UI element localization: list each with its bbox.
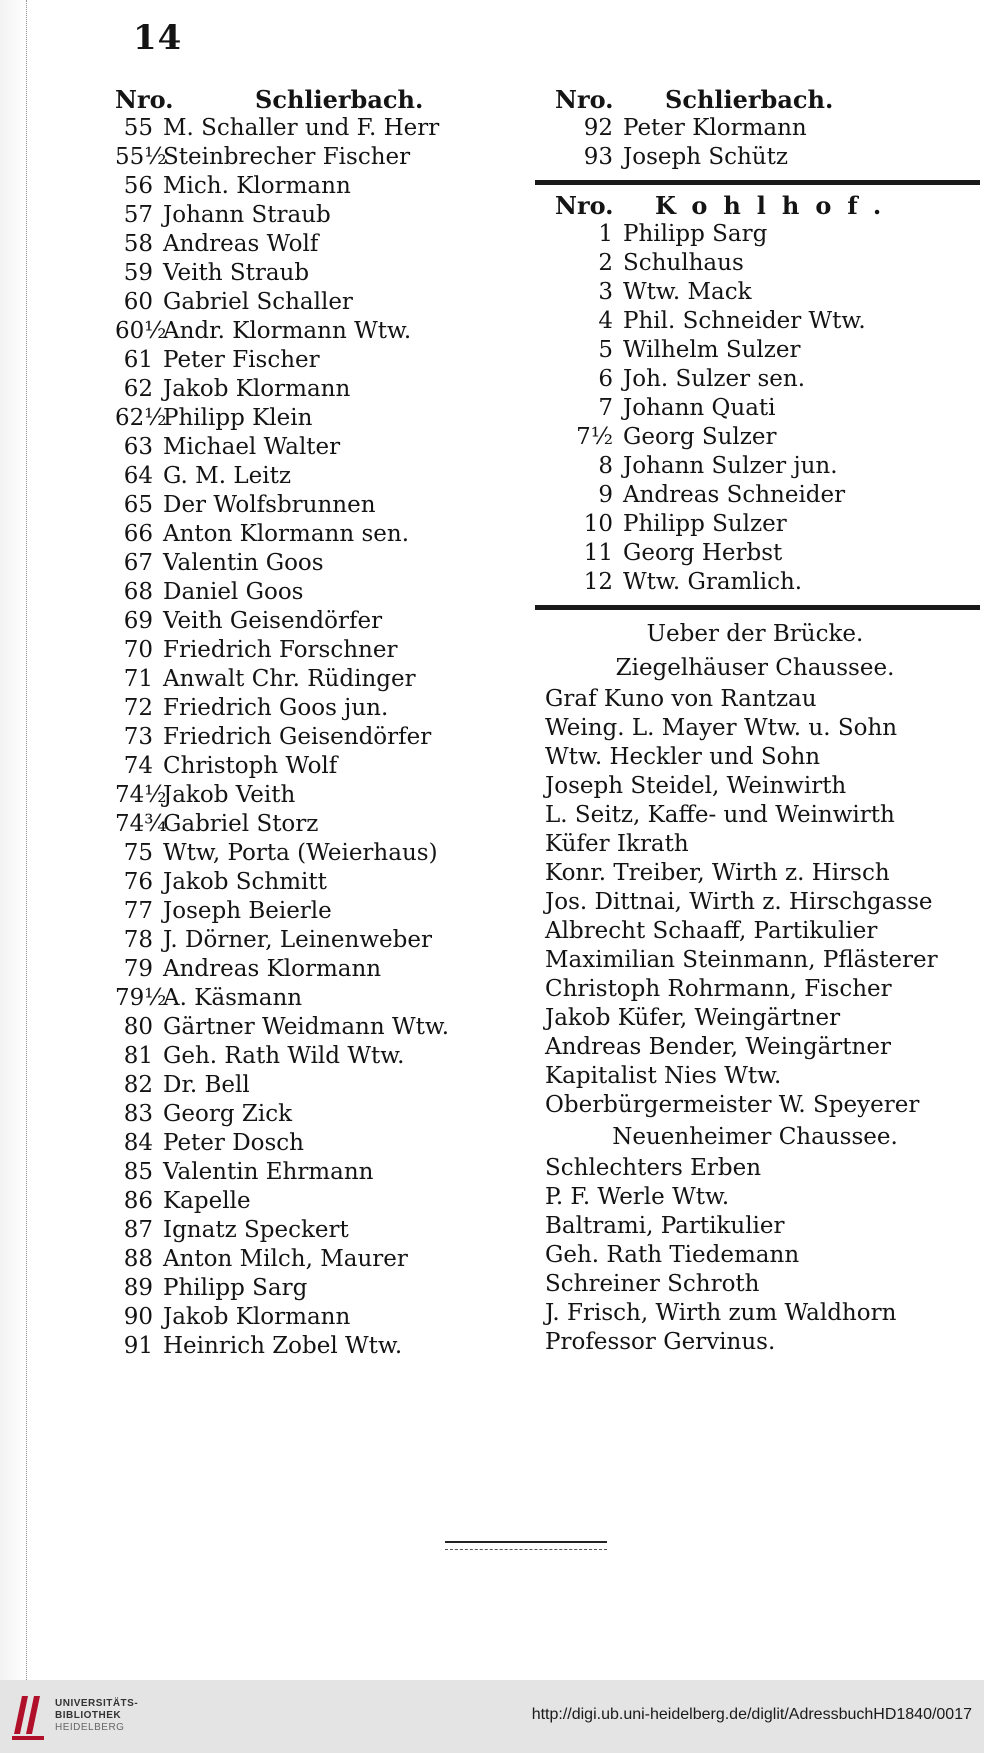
address-entry: Graf Kuno von Rantzau: [545, 686, 817, 712]
house-number: 75: [123, 840, 153, 866]
address-entry: Weing. L. Mayer Wtw. u. Sohn: [545, 715, 898, 741]
right-column: [545, 85, 975, 1357]
resident-name: Friedrich Goos jun.: [163, 695, 389, 721]
address-entry: [115, 752, 555, 781]
nro-label: Nro.: [115, 85, 174, 114]
house-number: 73: [123, 724, 153, 750]
house-number: 70: [123, 637, 153, 663]
address-entry: P. F. Werle Wtw.: [545, 1184, 730, 1210]
address-entry: [115, 433, 555, 462]
resident-name: Andreas Schneider: [623, 482, 846, 508]
house-number: 62: [123, 376, 153, 402]
address-entry: [115, 1013, 555, 1042]
resident-name: Anwalt Chr. Rüdinger: [163, 666, 416, 692]
house-number: 5: [598, 337, 613, 363]
resident-name: Joseph Beierle: [163, 898, 332, 924]
address-entry: Joseph Steidel, Weinwirth: [545, 773, 847, 799]
resident-name: Philipp Sarg: [623, 221, 768, 247]
address-entry: [115, 1303, 555, 1332]
address-entry: [115, 607, 555, 636]
house-number: 92: [583, 115, 613, 141]
house-number: 86: [123, 1188, 153, 1214]
resident-name: Valentin Goos: [163, 550, 324, 576]
ziegelhaeuser-entry-list: [545, 685, 975, 1120]
resident-name: Jakob Klormann: [163, 376, 351, 402]
resident-name: Georg Herbst: [623, 540, 783, 566]
house-number: 81: [123, 1043, 153, 1069]
address-entry: Professor Gervinus.: [545, 1329, 776, 1355]
house-number: 7½: [576, 424, 613, 450]
resident-name: Johann Sulzer jun.: [623, 453, 838, 479]
resident-name: Jakob Veith: [163, 782, 296, 808]
address-entry: [555, 365, 975, 394]
address-entry: [555, 336, 975, 365]
address-entry: [115, 491, 555, 520]
address-entry: Christoph Rohrmann, Fischer: [545, 976, 892, 1002]
resident-name: Georg Zick: [163, 1101, 293, 1127]
address-entry: Jos. Dittnai, Wirth z. Hirschgasse: [545, 889, 933, 915]
house-number: 71: [123, 666, 153, 692]
address-entry: [115, 839, 555, 868]
resident-name: A. Käsmann: [163, 985, 303, 1011]
address-entry: [115, 549, 555, 578]
resident-name: G. M. Leitz: [163, 463, 291, 489]
address-entry: [115, 897, 555, 926]
house-number: 58: [123, 231, 153, 257]
house-number: 77: [123, 898, 153, 924]
address-entry: [115, 781, 555, 810]
nro-label: Nro.: [555, 191, 614, 220]
address-entry: [115, 955, 555, 984]
address-entry: [115, 1216, 555, 1245]
address-entry: Oberbürgermeister W. Speyerer: [545, 1092, 920, 1118]
house-number: 74: [123, 753, 153, 779]
resident-name: Valentin Ehrmann: [163, 1159, 374, 1185]
kohlhof-entry-list: [555, 220, 975, 597]
house-number: 72: [123, 695, 153, 721]
address-entry: [555, 114, 975, 143]
house-number: 7: [598, 395, 613, 421]
address-entry: [115, 520, 555, 549]
resident-name: Wtw. Mack: [623, 279, 752, 305]
resident-name: Peter Klormann: [623, 115, 807, 141]
schlierbach-right-entry-list: [555, 114, 975, 172]
address-entry: [555, 394, 975, 423]
resident-name: Wtw. Gramlich.: [623, 569, 803, 595]
address-entry: Baltrami, Partikulier: [545, 1213, 785, 1239]
address-entry: Konr. Treiber, Wirth z. Hirsch: [545, 860, 890, 886]
address-entry: [115, 404, 555, 433]
house-number: 56: [123, 173, 153, 199]
section-header-schlierbach-left: [115, 86, 555, 114]
resident-name: Anton Milch, Maurer: [163, 1246, 408, 1272]
house-number: 91: [123, 1333, 153, 1359]
address-entry: [555, 568, 975, 597]
address-entry: Andreas Bender, Weingärtner: [545, 1034, 891, 1060]
address-entry: Geh. Rath Tiedemann: [545, 1242, 800, 1268]
address-entry: Wtw. Heckler und Sohn: [545, 744, 821, 770]
address-entry: [555, 278, 975, 307]
house-number: 2: [598, 250, 613, 276]
house-number: 83: [123, 1101, 153, 1127]
section-header-schlierbach-right: [555, 86, 975, 114]
address-entry: [115, 926, 555, 955]
address-entry: [115, 665, 555, 694]
address-entry: [115, 694, 555, 723]
address-entry: [115, 636, 555, 665]
house-number: 55½: [115, 144, 167, 170]
resident-name: M. Schaller und F. Herr: [163, 115, 440, 141]
house-number: 89: [123, 1275, 153, 1301]
address-entry: [115, 114, 555, 143]
resident-name: Michael Walter: [163, 434, 341, 460]
address-entry: [555, 249, 975, 278]
house-number: 66: [123, 521, 153, 547]
resident-name: Jakob Schmitt: [163, 869, 327, 895]
resident-name: Friedrich Geisendörfer: [163, 724, 432, 750]
address-entry: J. Frisch, Wirth zum Waldhorn: [545, 1300, 897, 1326]
end-ornament-rule: [445, 1541, 607, 1550]
address-entry: [555, 423, 975, 452]
address-entry: [115, 1071, 555, 1100]
left-entry-list: [115, 114, 555, 1361]
resident-name: Gärtner Weidmann Wtw.: [163, 1014, 450, 1040]
street-title: Kohlhof.: [655, 191, 898, 220]
house-number: 57: [123, 202, 153, 228]
house-number: 74½: [115, 782, 167, 808]
neuenheimer-entry-list: [545, 1154, 975, 1357]
address-entry: [115, 1274, 555, 1303]
address-entry: [115, 375, 555, 404]
page-binding-edge: [0, 0, 27, 1680]
house-number: 79½: [115, 985, 167, 1011]
house-number: 64: [123, 463, 153, 489]
address-entry: Albrecht Schaaff, Partikulier: [545, 918, 878, 944]
address-entry: [115, 462, 555, 491]
address-entry: Jakob Küfer, Weingärtner: [545, 1005, 841, 1031]
section-divider: [535, 180, 980, 185]
page-number: 14: [133, 18, 183, 58]
resident-name: J. Dörner, Leinenweber: [163, 927, 432, 953]
house-number: 63: [123, 434, 153, 460]
resident-name: Philipp Sarg: [163, 1275, 308, 1301]
address-entry: [555, 539, 975, 568]
house-number: 4: [598, 308, 613, 334]
logo-line: UNIVERSITÄTS-: [55, 1698, 139, 1709]
logo-line: BIBLIOTHEK: [55, 1710, 122, 1721]
house-number: 60½: [115, 318, 167, 344]
address-entry: [555, 481, 975, 510]
section-divider: [535, 605, 980, 610]
resident-name: Wilhelm Sulzer: [623, 337, 801, 363]
resident-name: Geh. Rath Wild Wtw.: [163, 1043, 405, 1069]
resident-name: Andreas Wolf: [163, 231, 319, 257]
house-number: 61: [123, 347, 153, 373]
resident-name: Ignatz Speckert: [163, 1217, 349, 1243]
resident-name: Johann Straub: [163, 202, 331, 228]
house-number: 69: [123, 608, 153, 634]
address-entry: [115, 143, 555, 172]
address-entry: [115, 172, 555, 201]
resident-name: Andr. Klormann Wtw.: [163, 318, 412, 344]
address-entry: [115, 1245, 555, 1274]
resident-name: Schulhaus: [623, 250, 744, 276]
resident-name: Gabriel Storz: [163, 811, 319, 837]
resident-name: Andreas Klormann: [163, 956, 382, 982]
subsection-title-neuenheimer: Neuenheimer Chaussee.: [612, 1124, 898, 1150]
house-number: 80: [123, 1014, 153, 1040]
house-number: 60: [123, 289, 153, 315]
address-entry: [115, 1042, 555, 1071]
address-entry: Küfer Ikrath: [545, 831, 689, 857]
house-number: 1: [598, 221, 613, 247]
address-entry: [115, 317, 555, 346]
library-logo-text: [55, 1698, 138, 1734]
house-number: 59: [123, 260, 153, 286]
house-number: 62½: [115, 405, 167, 431]
resident-name: Steinbrecher Fischer: [163, 144, 411, 170]
address-entry: [115, 259, 555, 288]
house-number: 88: [123, 1246, 153, 1272]
resident-name: Philipp Klein: [163, 405, 313, 431]
resident-name: Veith Geisendörfer: [163, 608, 383, 634]
house-number: 78: [123, 927, 153, 953]
resident-name: Georg Sulzer: [623, 424, 777, 450]
house-number: 8: [598, 453, 613, 479]
resident-name: Gabriel Schaller: [163, 289, 353, 315]
address-entry: [115, 984, 555, 1013]
address-entry: [115, 810, 555, 839]
resident-name: Anton Klormann sen.: [163, 521, 410, 547]
address-entry: Schreiner Schroth: [545, 1271, 760, 1297]
address-entry: L. Seitz, Kaffe- und Weinwirth: [545, 802, 895, 828]
address-entry: [115, 346, 555, 375]
house-number: 84: [123, 1130, 153, 1156]
resident-name: Dr. Bell: [163, 1072, 250, 1098]
address-entry: [115, 1100, 555, 1129]
address-entry: Schlechters Erben: [545, 1155, 762, 1181]
resident-name: Christoph Wolf: [163, 753, 338, 779]
address-entry: [555, 220, 975, 249]
house-number: 9: [598, 482, 613, 508]
house-number: 90: [123, 1304, 153, 1330]
resident-name: Peter Dosch: [163, 1130, 304, 1156]
address-entry: [115, 201, 555, 230]
left-column: [115, 86, 555, 1361]
address-entry: [555, 452, 975, 481]
house-number: 3: [598, 279, 613, 305]
library-logo-icon: [8, 1690, 48, 1742]
resident-name: Wtw, Porta (Weierhaus): [163, 840, 438, 866]
resident-name: Joh. Sulzer sen.: [623, 366, 806, 392]
resident-name: Der Wolfsbrunnen: [163, 492, 376, 518]
street-title: Schlierbach.: [255, 85, 424, 114]
resident-name: Friedrich Forschner: [163, 637, 398, 663]
address-entry: [115, 1158, 555, 1187]
house-number: 12: [583, 569, 613, 595]
resident-name: Veith Straub: [163, 260, 310, 286]
house-number: 87: [123, 1217, 153, 1243]
library-footer: [0, 1680, 984, 1753]
resident-name: Peter Fischer: [163, 347, 320, 373]
house-number: 65: [123, 492, 153, 518]
source-url-link[interactable]: http://digi.ub.uni-heidelberg.de/diglit/AdressbuchHD1840/0017: [531, 1706, 972, 1723]
address-entry: [115, 230, 555, 259]
resident-name: Mich. Klormann: [163, 173, 351, 199]
address-entry: [115, 1187, 555, 1216]
house-number: 82: [123, 1072, 153, 1098]
resident-name: Daniel Goos: [163, 579, 304, 605]
house-number: 55: [123, 115, 153, 141]
address-entry: Kapitalist Nies Wtw.: [545, 1063, 782, 1089]
address-entry: [115, 1332, 555, 1361]
address-entry: [115, 1129, 555, 1158]
house-number: 11: [583, 540, 613, 566]
resident-name: Johann Quati: [623, 395, 776, 421]
resident-name: Jakob Klormann: [163, 1304, 351, 1330]
house-number: 85: [123, 1159, 153, 1185]
house-number: 76: [123, 869, 153, 895]
address-entry: [115, 723, 555, 752]
house-number: 68: [123, 579, 153, 605]
house-number: 74¾: [115, 811, 167, 837]
logo-line: HEIDELBERG: [55, 1722, 125, 1733]
house-number: 10: [583, 511, 613, 537]
resident-name: Heinrich Zobel Wtw.: [163, 1333, 403, 1359]
section-header-kohlhof: [555, 192, 975, 220]
address-entry: [555, 510, 975, 539]
address-entry: [115, 868, 555, 897]
resident-name: Philipp Sulzer: [623, 511, 787, 537]
resident-name: Kapelle: [163, 1188, 251, 1214]
house-number: 6: [598, 366, 613, 392]
house-number: 67: [123, 550, 153, 576]
address-entry: Maximilian Steinmann, Pflästerer: [545, 947, 938, 973]
nro-label: Nro.: [555, 85, 614, 114]
address-entry: [555, 307, 975, 336]
street-title: Schlierbach.: [665, 85, 834, 114]
resident-name: Joseph Schütz: [623, 144, 788, 170]
address-entry: [115, 288, 555, 317]
section-title-ueber-der-bruecke: Ueber der Brücke.: [646, 621, 864, 647]
resident-name: Phil. Schneider Wtw.: [623, 308, 866, 334]
house-number: 93: [583, 144, 613, 170]
address-entry: [115, 578, 555, 607]
subsection-title-ziegelhaeuser: Ziegelhäuser Chaussee.: [615, 655, 895, 681]
house-number: 79: [123, 956, 153, 982]
address-entry: [555, 143, 975, 172]
